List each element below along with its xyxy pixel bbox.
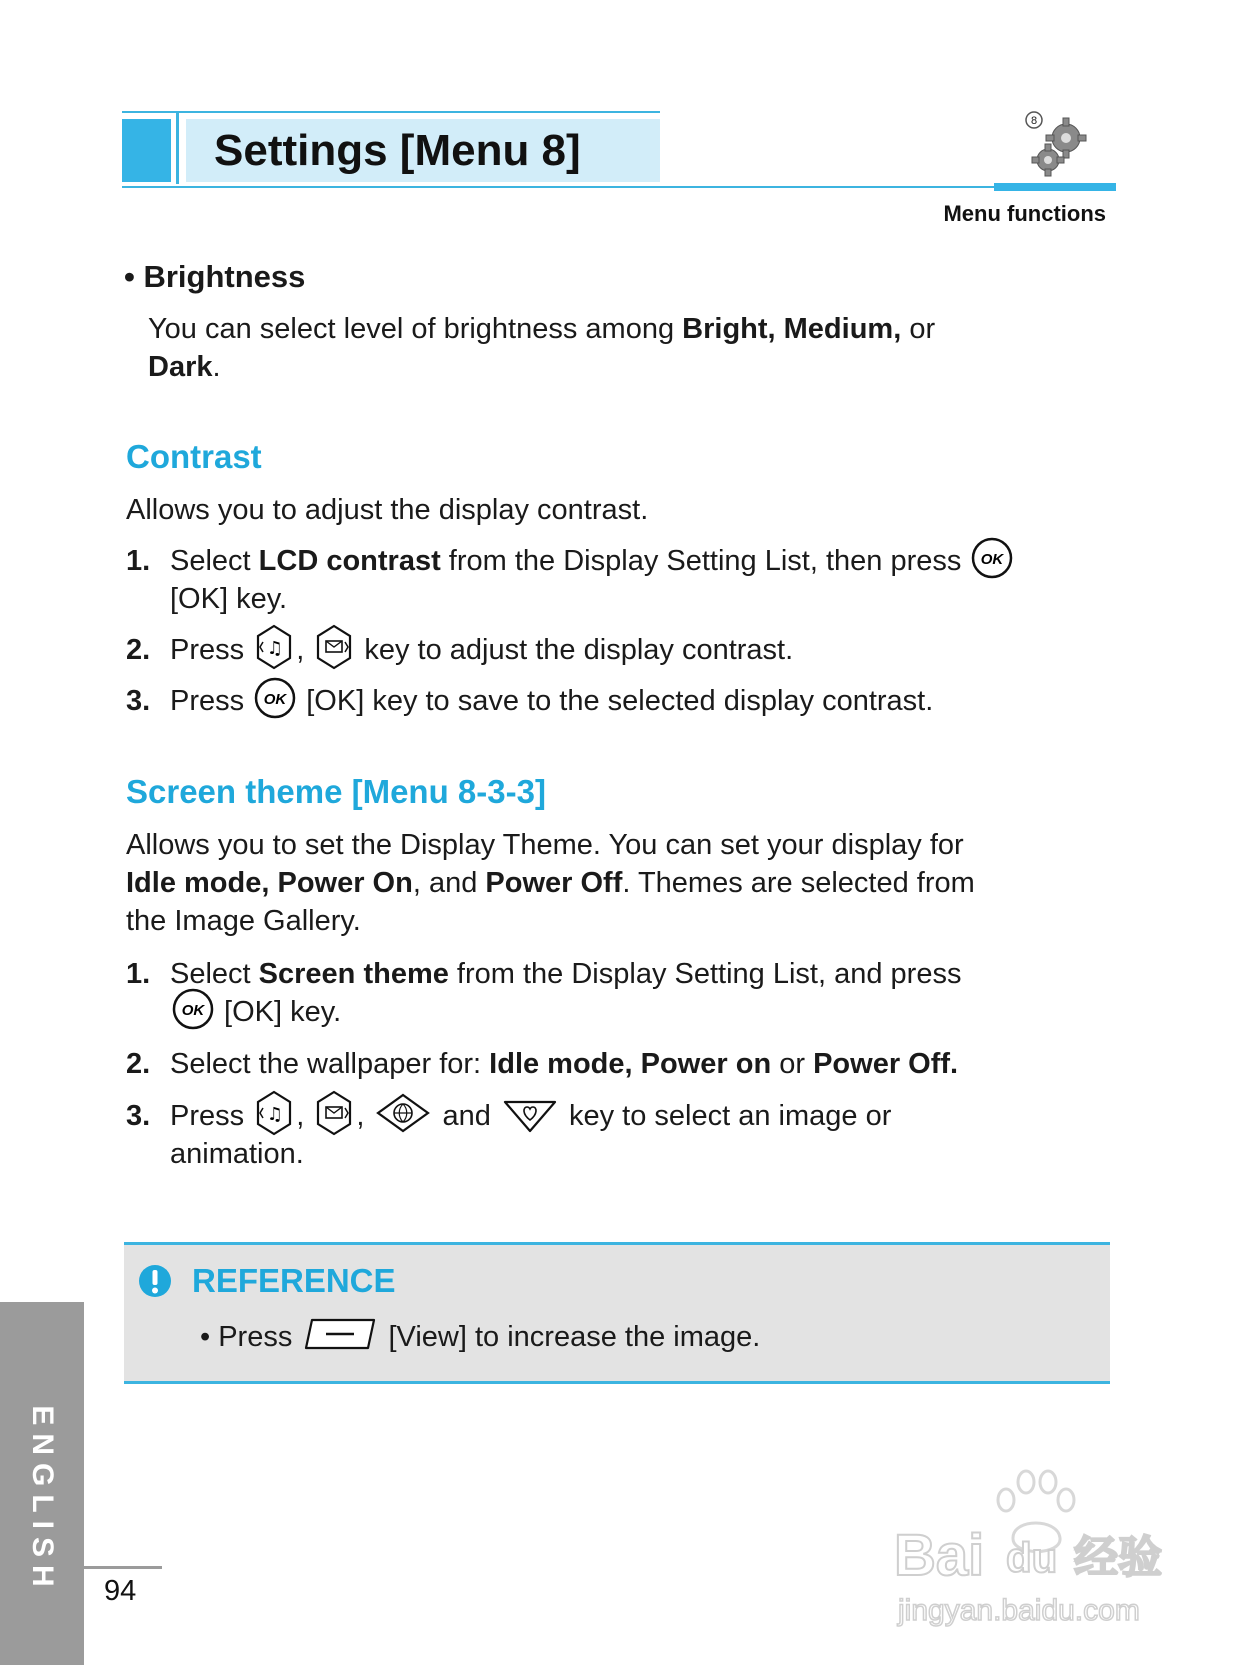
contrast-step-2: Press ♫ , key to adjust the display contrast. bbox=[170, 631, 793, 670]
message-key-icon bbox=[314, 1090, 354, 1136]
svg-text:OK: OK bbox=[263, 691, 287, 709]
page-number-rule bbox=[84, 1566, 162, 1569]
baidu-watermark bbox=[888, 1460, 1188, 1630]
contrast-intro: Allows you to adjust the display contrast. bbox=[126, 494, 649, 526]
header-accent-square bbox=[122, 119, 171, 182]
ok-key-icon bbox=[971, 537, 1013, 579]
svg-text:♫: ♫ bbox=[267, 1104, 284, 1126]
contrast-step-3-number: 3. bbox=[126, 685, 151, 717]
page-number: 94 bbox=[104, 1575, 137, 1607]
page-title: Settings [Menu 8] bbox=[214, 126, 581, 175]
theme-step-2-number: 2. bbox=[126, 1048, 151, 1080]
menu-number-label: 8 bbox=[1030, 115, 1038, 127]
contrast-step-1-cont: [OK] key. bbox=[170, 583, 288, 615]
music-key-icon bbox=[254, 1090, 294, 1136]
brightness-heading: • Brightness bbox=[124, 259, 306, 294]
contrast-step-2-number: 2. bbox=[126, 634, 151, 666]
theme-step-3-number: 3. bbox=[126, 1100, 151, 1132]
reference-bullet: • Press [View] to increase the image. bbox=[200, 1318, 760, 1356]
reference-title: REFERENCE bbox=[192, 1262, 396, 1299]
brightness-line-1: You can select level of brightness among Bright, Medium, or bbox=[148, 313, 936, 345]
screen-theme-intro-3: the Image Gallery. bbox=[126, 905, 361, 937]
theme-step-1-cont: OK [OK] key. bbox=[170, 993, 341, 1031]
message-key-icon bbox=[314, 624, 354, 670]
ok-key-icon bbox=[172, 988, 214, 1030]
svg-text:OK: OK bbox=[181, 1002, 205, 1020]
favorite-key-icon bbox=[501, 1092, 559, 1134]
theme-step-2: Select the wallpaper for: Idle mode, Power on or Power Off. bbox=[170, 1048, 959, 1080]
contrast-step-3: Press OK [OK] key to save to the selected display contrast. bbox=[170, 682, 933, 720]
screen-theme-intro-1: Allows you to set the Display Theme. You can set your display for bbox=[126, 829, 964, 861]
gear-icon bbox=[1022, 110, 1092, 180]
header-rule-top bbox=[122, 111, 660, 113]
watermark-url: jingyan.baidu.com bbox=[898, 1594, 1140, 1627]
screen-theme-heading: Screen theme [Menu 8-3-3] bbox=[126, 773, 546, 810]
contrast-step-1-number: 1. bbox=[126, 545, 151, 577]
svg-text:♫: ♫ bbox=[267, 638, 284, 660]
header-separator bbox=[176, 113, 179, 184]
contrast-step-1: Select LCD contrast from the Display Setting List, then press OK bbox=[170, 542, 1015, 580]
watermark-brand-cn: 经验 bbox=[1074, 1532, 1162, 1583]
music-key-icon bbox=[254, 624, 294, 670]
screen-theme-intro-2: Idle mode, Power On, and Power Off. Themes are selected from bbox=[126, 867, 975, 899]
section-label: Menu functions bbox=[943, 201, 1106, 226]
theme-step-3: Press ♫ , , and key to select an image or bbox=[170, 1097, 891, 1136]
header-rule-bottom bbox=[122, 186, 1116, 188]
watermark-brand-latin: Bai bbox=[894, 1523, 985, 1588]
brightness-line-2: Dark. bbox=[148, 351, 221, 383]
header-rule-accent bbox=[994, 183, 1116, 191]
svg-text:OK: OK bbox=[981, 551, 1004, 569]
browser-key-icon bbox=[374, 1092, 432, 1134]
theme-step-1-number: 1. bbox=[126, 958, 151, 990]
theme-step-1: Select Screen theme from the Display Setting List, and press bbox=[170, 958, 962, 990]
ok-key-icon bbox=[254, 677, 296, 719]
contrast-heading: Contrast bbox=[126, 438, 262, 475]
soft-key-icon bbox=[302, 1316, 378, 1352]
theme-step-3-cont: animation. bbox=[170, 1138, 304, 1170]
exclamation-icon bbox=[138, 1264, 172, 1298]
watermark-brand-du: du bbox=[1006, 1534, 1058, 1581]
language-label: ENGLISH bbox=[26, 1405, 59, 1595]
